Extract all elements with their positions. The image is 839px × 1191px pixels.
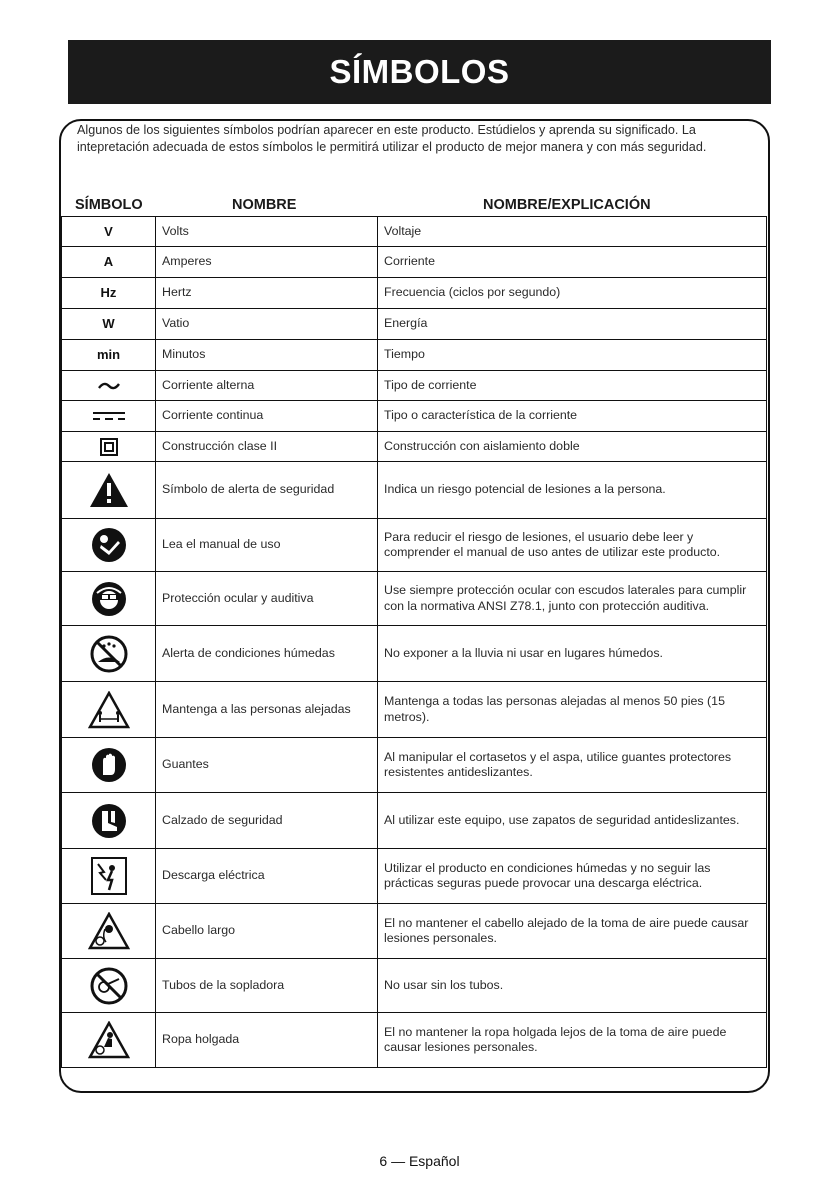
explanation-cell: Frecuencia (ciclos por segundo): [378, 278, 767, 309]
table-row: [62, 217, 767, 247]
read-manual-icon: [91, 527, 127, 563]
name-cell: Ropa holgada: [156, 1013, 378, 1068]
electric-shock-icon: [90, 856, 128, 896]
symbol-cell: min: [62, 340, 156, 371]
name-cell: Descarga eléctrica: [156, 849, 378, 904]
name-cell: Corriente continua: [156, 401, 378, 432]
explanation-cell: Voltaje: [378, 217, 767, 247]
name-cell: Amperes: [156, 247, 378, 278]
table-row: [62, 519, 767, 572]
name-cell: Calzado de seguridad: [156, 793, 378, 849]
safety-alert-icon: [88, 471, 130, 509]
table-row: [62, 432, 767, 462]
explanation-cell: Indica un riesgo potencial de lesiones a la persona.: [378, 462, 767, 519]
explanation-cell: Al utilizar este equipo, use zapatos de seguridad antideslizantes.: [378, 793, 767, 849]
blower-tubes-icon: [90, 967, 128, 1005]
name-cell: Símbolo de alerta de seguridad: [156, 462, 378, 519]
name-cell: Lea el manual de uso: [156, 519, 378, 572]
intro-paragraph: Algunos de los siguientes símbolos podrían aparecer en este producto. Estúdielos y aprenda su significado. La intepretación adecuada de estos símbolos le permitirá utilizar el producto de mejor manera y con más seguridad.: [77, 123, 707, 154]
explanation-cell: Tipo de corriente: [378, 371, 767, 401]
table-row: [62, 738, 767, 793]
alternating-current-icon: [97, 381, 121, 391]
header-nombre: NOMBRE: [232, 197, 297, 213]
table-row: [62, 572, 767, 626]
direct-current-icon: [91, 410, 127, 422]
explanation-cell: Mantenga a todas las personas alejadas al menos 50 pies (15 metros).: [378, 682, 767, 738]
table-row: [62, 849, 767, 904]
symbols-table: [61, 216, 767, 1068]
name-cell: Corriente alterna: [156, 371, 378, 401]
explanation-cell: Construcción con aislamiento doble: [378, 432, 767, 462]
keep-bystanders-away-icon: [88, 691, 130, 729]
explanation-cell: Use siempre protección ocular con escudos laterales para cumplir con la normativa ANSI Z78.1, junto con protección auditiva.: [378, 572, 767, 626]
table-row: [62, 904, 767, 959]
name-cell: Hertz: [156, 278, 378, 309]
symbol-cell: Hz: [62, 278, 156, 309]
table-header: [0, 197, 839, 215]
name-cell: Minutos: [156, 340, 378, 371]
table-row: [62, 1013, 767, 1068]
name-cell: Protección ocular y auditiva: [156, 572, 378, 626]
explanation-cell: Corriente: [378, 247, 767, 278]
name-cell: Vatio: [156, 309, 378, 340]
symbol-cell: A: [62, 247, 156, 278]
name-cell: Guantes: [156, 738, 378, 793]
explanation-cell: El no mantener la ropa holgada lejos de la toma de aire puede causar lesiones personales.: [378, 1013, 767, 1068]
table-row: [62, 462, 767, 519]
table-row: [62, 793, 767, 849]
safety-footwear-icon: [91, 803, 127, 839]
gloves-icon: [91, 747, 127, 783]
name-cell: Cabello largo: [156, 904, 378, 959]
page-title-banner: [68, 40, 771, 104]
table-row: [62, 340, 767, 371]
loose-clothing-icon: [88, 1021, 130, 1059]
table-row: [62, 959, 767, 1013]
page-footer: 6 — Español: [379, 1153, 460, 1169]
name-cell: Mantenga a las personas alejadas: [156, 682, 378, 738]
double-insulation-icon: [100, 438, 118, 456]
table-row: [62, 309, 767, 340]
symbol-cell: W: [62, 309, 156, 340]
explanation-cell: No exponer a la lluvia ni usar en lugares húmedos.: [378, 626, 767, 682]
symbol-cell: V: [62, 217, 156, 247]
table-row: [62, 682, 767, 738]
long-hair-icon: [88, 912, 130, 950]
eye-ear-protection-icon: [91, 581, 127, 617]
name-cell: Construcción clase II: [156, 432, 378, 462]
table-row: [62, 371, 767, 401]
page-title: SÍMBOLOS: [329, 53, 510, 90]
table-row: [62, 278, 767, 309]
table-row: [62, 626, 767, 682]
explanation-cell: Utilizar el producto en condiciones húmedas y no seguir las prácticas seguras puede provocar una descarga eléctrica.: [378, 849, 767, 904]
table-row: [62, 247, 767, 278]
explanation-cell: El no mantener el cabello alejado de la toma de aire puede causar lesiones personales.: [378, 904, 767, 959]
explanation-cell: Tiempo: [378, 340, 767, 371]
explanation-cell: Para reducir el riesgo de lesiones, el usuario debe leer y comprender el manual de uso antes de utilizar este producto.: [378, 519, 767, 572]
header-explicacion: NOMBRE/EXPLICACIÓN: [483, 197, 651, 213]
table-row: [62, 401, 767, 432]
explanation-cell: Al manipular el cortasetos y el aspa, utilice guantes protectores resistentes antideslizantes.: [378, 738, 767, 793]
explanation-cell: No usar sin los tubos.: [378, 959, 767, 1013]
wet-conditions-icon: [90, 635, 128, 673]
name-cell: Volts: [156, 217, 378, 247]
explanation-cell: Energía: [378, 309, 767, 340]
header-simbolo: SÍMBOLO: [75, 197, 143, 213]
explanation-cell: Tipo o característica de la corriente: [378, 401, 767, 432]
name-cell: Alerta de condiciones húmedas: [156, 626, 378, 682]
name-cell: Tubos de la sopladora: [156, 959, 378, 1013]
